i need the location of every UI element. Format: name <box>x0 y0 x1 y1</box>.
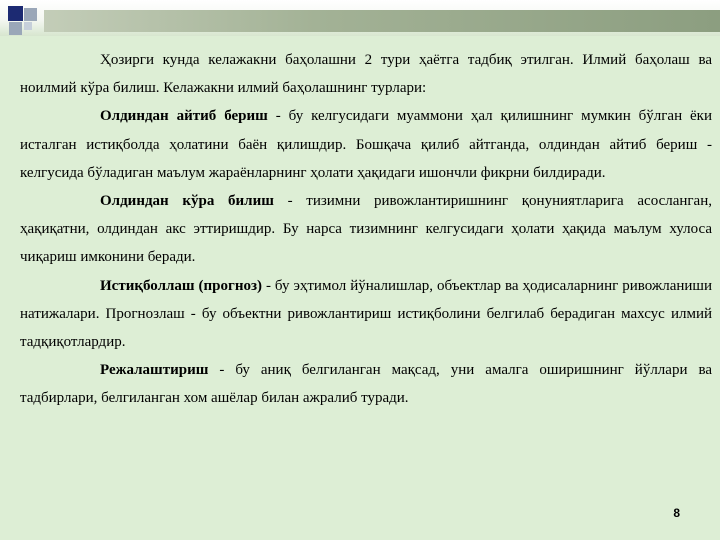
decor-square-icon <box>24 22 32 30</box>
term-label: Истиқболлаш (прогноз) <box>100 277 262 294</box>
decor-square-icon <box>8 6 23 21</box>
term-label: Олдиндан айтиб бериш <box>100 108 268 125</box>
definition-text: - тизимни ривожлантиришнинг қонуниятларига асосланган, ҳақиқатни, олдиндан акс эттиришдир. Бу нарса тизимнинг келгусидаги ҳолати ҳақида маълум хулоса чиқариш имконини беради. <box>20 193 712 266</box>
paragraph-text: Ҳозирги кунда келажакни баҳолашни 2 тури ҳаётга тадбиқ этилган. Илмий баҳолаш ва ноилмий кўра билиш. Келажакни илмий баҳолашнинг турлари: <box>20 52 712 97</box>
decor-square-icon <box>9 22 22 35</box>
paragraph-definition <box>20 102 712 187</box>
slide-body <box>20 46 712 413</box>
term-label: Режалаштириш <box>100 362 209 379</box>
decor-square-icon <box>24 8 37 21</box>
definition-text: - бу аниқ белгиланган мақсад, уни амалга оширишнинг йўллари ва тадбирлари, белгиланган хом ашёлар билан ажралиб туради. <box>20 362 712 407</box>
page-number: 8 <box>673 506 680 520</box>
paragraph-definition <box>20 356 712 412</box>
definition-text: - бу эҳтимол йўналишлар, объектлар ва ҳодисаларнинг ривожланиши натижалари. Прогнозлаш - бу объектни ривожлантириш истиқболини белгилаб берадиган махсус илмий тадқиқотлардир. <box>20 277 712 351</box>
paragraph-definition <box>20 187 712 272</box>
definition-text: - бу келгусидаги муаммони ҳал қилишнинг мумкин бўлган ёки исталган истиқболда ҳолатини баён қилишдир. Бошқача қилиб айтганда, олдиндан айтиб бериш - келгусида бўладиган маълум жараёнларнинг ҳолати ҳақидаги ишончли фикрни билдиради. <box>20 108 713 181</box>
header-stripe <box>44 10 720 32</box>
paragraph-intro <box>20 46 712 102</box>
term-label: Олдиндан кўра билиш <box>100 193 274 210</box>
paragraph-definition <box>20 272 712 357</box>
